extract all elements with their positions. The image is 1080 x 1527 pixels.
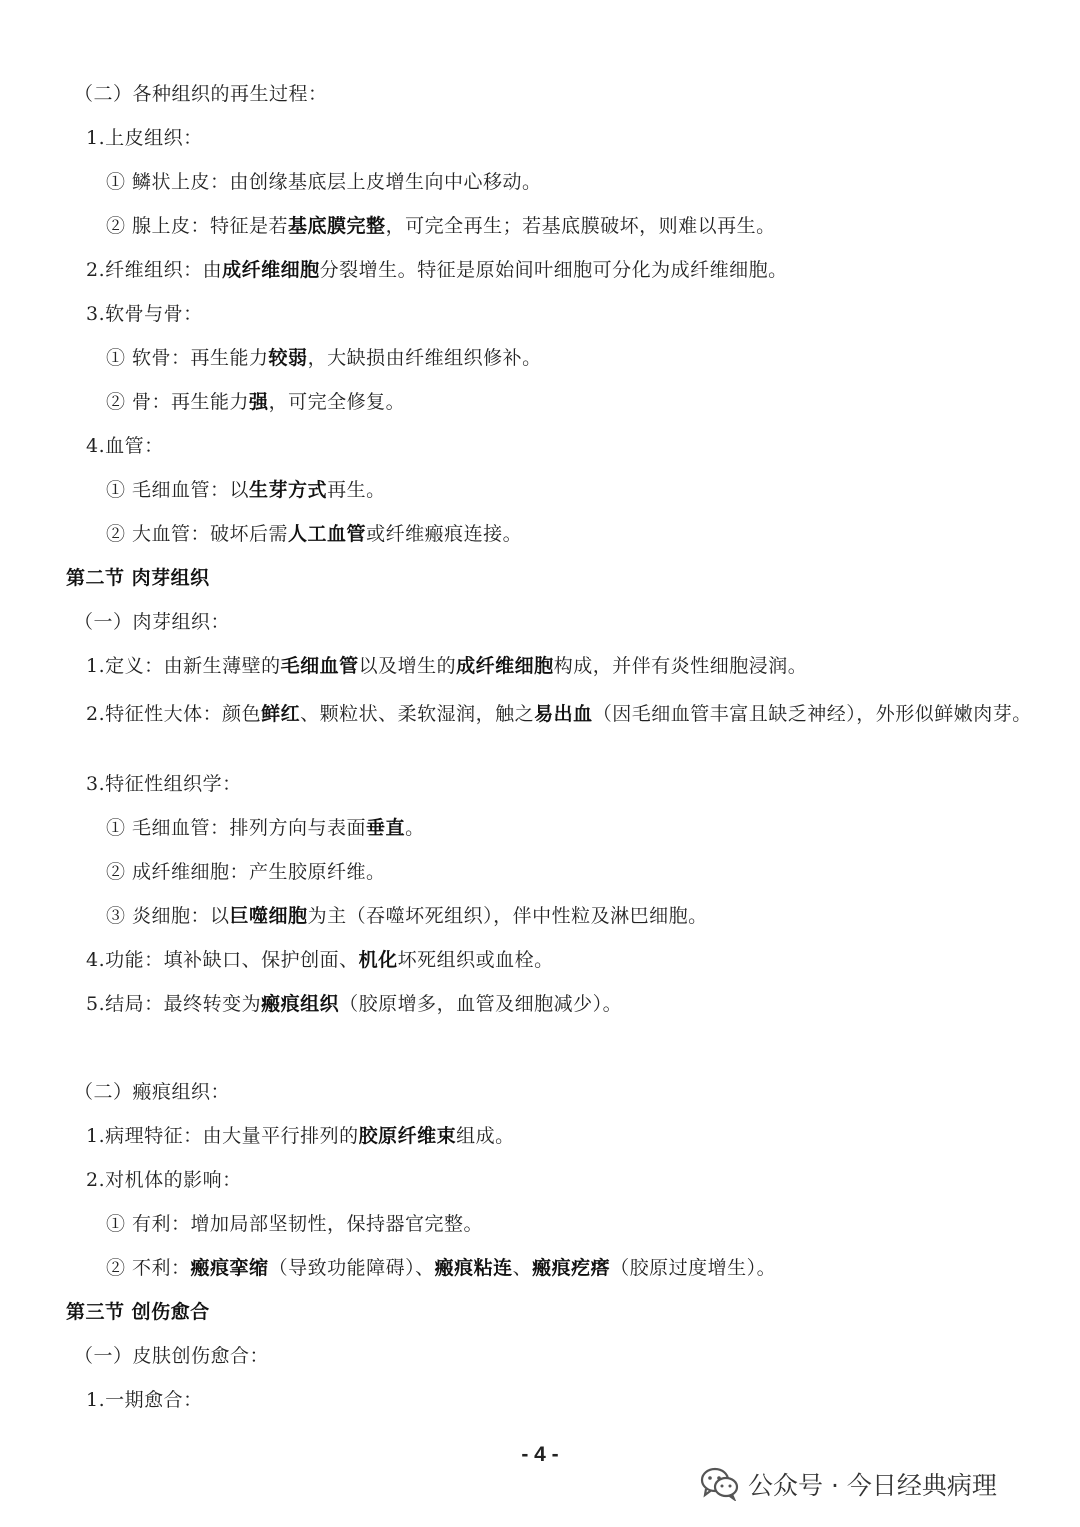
text-span: 、颗粒状、柔软湿润，触之 [300, 703, 535, 725]
bold-term: 胶原纤维束 [358, 1125, 457, 1147]
text-span: （二）瘢痕组织： [74, 1081, 231, 1103]
text-span: 3.特征性组织学： [86, 773, 242, 795]
text-line [86, 434, 164, 458]
text-span: 构成，并伴有炎性细胞浸润。 [553, 655, 808, 677]
text-span: 2.对机体的影响： [86, 1169, 242, 1191]
text-span: ② 不利： [106, 1257, 191, 1279]
text-span: ① 有利：增加局部坚韧性，保持器官完整。 [106, 1213, 484, 1235]
wechat-icon [700, 1467, 740, 1501]
bold-term: 人工血管 [288, 523, 367, 545]
text-line [86, 772, 242, 796]
bold-term: 强 [249, 391, 269, 413]
text-span: （一）皮肤创伤愈合： [74, 1345, 270, 1367]
text-span: 1.定义：由新生薄壁的 [86, 655, 281, 677]
text-line [106, 214, 776, 238]
text-span: 组成。 [456, 1125, 515, 1147]
text-line [106, 390, 405, 414]
section-heading [66, 1300, 210, 1324]
text-line [86, 302, 203, 326]
text-span: （胶原增多，血管及细胞减少）。 [339, 993, 623, 1015]
text-span: 分裂增生。特征是原始间叶细胞可分化为成纤维细胞。 [319, 259, 788, 281]
bold-term: 瘢痕粘连 [434, 1257, 513, 1279]
text-line [86, 992, 622, 1016]
text-line [86, 654, 807, 678]
page-number: - 4 - [521, 1443, 559, 1466]
text-span: 3.软骨与骨： [86, 303, 203, 325]
bold-term: 机化 [358, 949, 398, 971]
bold-term: 瘢痕组织 [261, 993, 340, 1015]
text-span: （胶原过度增生）。 [610, 1257, 777, 1279]
text-line [86, 1124, 515, 1148]
bold-term: 第三节 创伤愈合 [66, 1301, 210, 1323]
bold-term: 垂直 [366, 817, 406, 839]
section-heading [66, 566, 210, 590]
text-span: ① 鳞状上皮：由创缘基底层上皮增生向中心移动。 [106, 171, 542, 193]
text-line [86, 698, 1036, 730]
text-line [106, 522, 522, 546]
text-span: 4.功能：填补缺口、保护创面、 [86, 949, 359, 971]
bold-term: 生芽方式 [249, 479, 328, 501]
bold-term: 较弱 [268, 347, 308, 369]
watermark [700, 1464, 997, 1504]
bold-term: 成纤维细胞 [456, 655, 554, 677]
bold-term: 毛细血管 [280, 655, 359, 677]
text-span: 1.一期愈合： [86, 1389, 203, 1411]
text-span: （一）肉芽组织： [74, 611, 231, 633]
text-span: ② 腺上皮：特征是若 [106, 215, 289, 237]
text-span: ① 软骨：再生能力 [106, 347, 269, 369]
text-span: ② 骨：再生能力 [106, 391, 250, 413]
text-span: ① 毛细血管：排列方向与表面 [106, 817, 367, 839]
text-span: （导致功能障碍）、 [268, 1257, 435, 1279]
text-span: 5.结局：最终转变为 [86, 993, 262, 1015]
text-span: ② 成纤维细胞：产生胶原纤维。 [106, 861, 386, 883]
bold-term: 易出血 [534, 703, 593, 725]
bold-term: 巨噬细胞 [229, 905, 308, 927]
text-span: ，可完全再生；若基底膜破坏，则难以再生。 [385, 215, 776, 237]
text-span: 4.血管： [86, 435, 164, 457]
text-line [74, 1344, 269, 1368]
text-line [106, 346, 542, 370]
text-span: ，大缺损由纤维组织修补。 [307, 347, 542, 369]
text-span: 2.特征性大体：颜色 [86, 703, 262, 725]
text-span: （因毛细血管丰富且缺乏神经），外形似鲜嫩肉芽。 [592, 703, 1032, 725]
text-line [106, 1256, 776, 1280]
text-span: ② 大血管：破坏后需 [106, 523, 289, 545]
text-line [86, 948, 554, 972]
text-span: 1.病理特征：由大量平行排列的 [86, 1125, 359, 1147]
text-span: 、 [512, 1257, 533, 1279]
text-span: 。 [405, 817, 425, 839]
watermark-text: 公众号 · 今日经典病理 [748, 1471, 997, 1500]
text-span: 2.纤维组织：由 [86, 259, 223, 281]
text-span: （二）各种组织的再生过程： [74, 83, 328, 105]
text-line [74, 1080, 230, 1104]
bold-term: 成纤维细胞 [222, 259, 320, 281]
text-span: 坏死组织或血栓。 [397, 949, 554, 971]
text-line [74, 610, 230, 634]
text-span: 再生。 [327, 479, 386, 501]
text-line [106, 1212, 483, 1236]
text-line [106, 904, 708, 928]
text-span: 以及增生的 [358, 655, 457, 677]
text-span: 为主（吞噬坏死组织），伴中性粒及淋巴细胞。 [307, 905, 708, 927]
text-line [106, 860, 386, 884]
bold-term: 第二节 肉芽组织 [66, 567, 210, 589]
text-line [106, 816, 425, 840]
text-span: 1.上皮组织： [86, 127, 203, 149]
text-span: 或纤维瘢痕连接。 [366, 523, 523, 545]
text-line [86, 258, 788, 282]
text-line [106, 478, 386, 502]
bold-term: 瘢痕疙瘩 [532, 1257, 611, 1279]
bold-term: 鲜红 [261, 703, 301, 725]
bold-term: 瘢痕挛缩 [190, 1257, 269, 1279]
text-line [86, 126, 203, 150]
text-line [106, 170, 542, 194]
text-line [74, 82, 328, 106]
text-line [86, 1388, 203, 1412]
bold-term: 基底膜完整 [288, 215, 386, 237]
text-span: ③ 炎细胞：以 [106, 905, 230, 927]
text-span: ，可完全修复。 [268, 391, 406, 413]
text-span: ① 毛细血管：以 [106, 479, 250, 501]
text-line [86, 1168, 242, 1192]
